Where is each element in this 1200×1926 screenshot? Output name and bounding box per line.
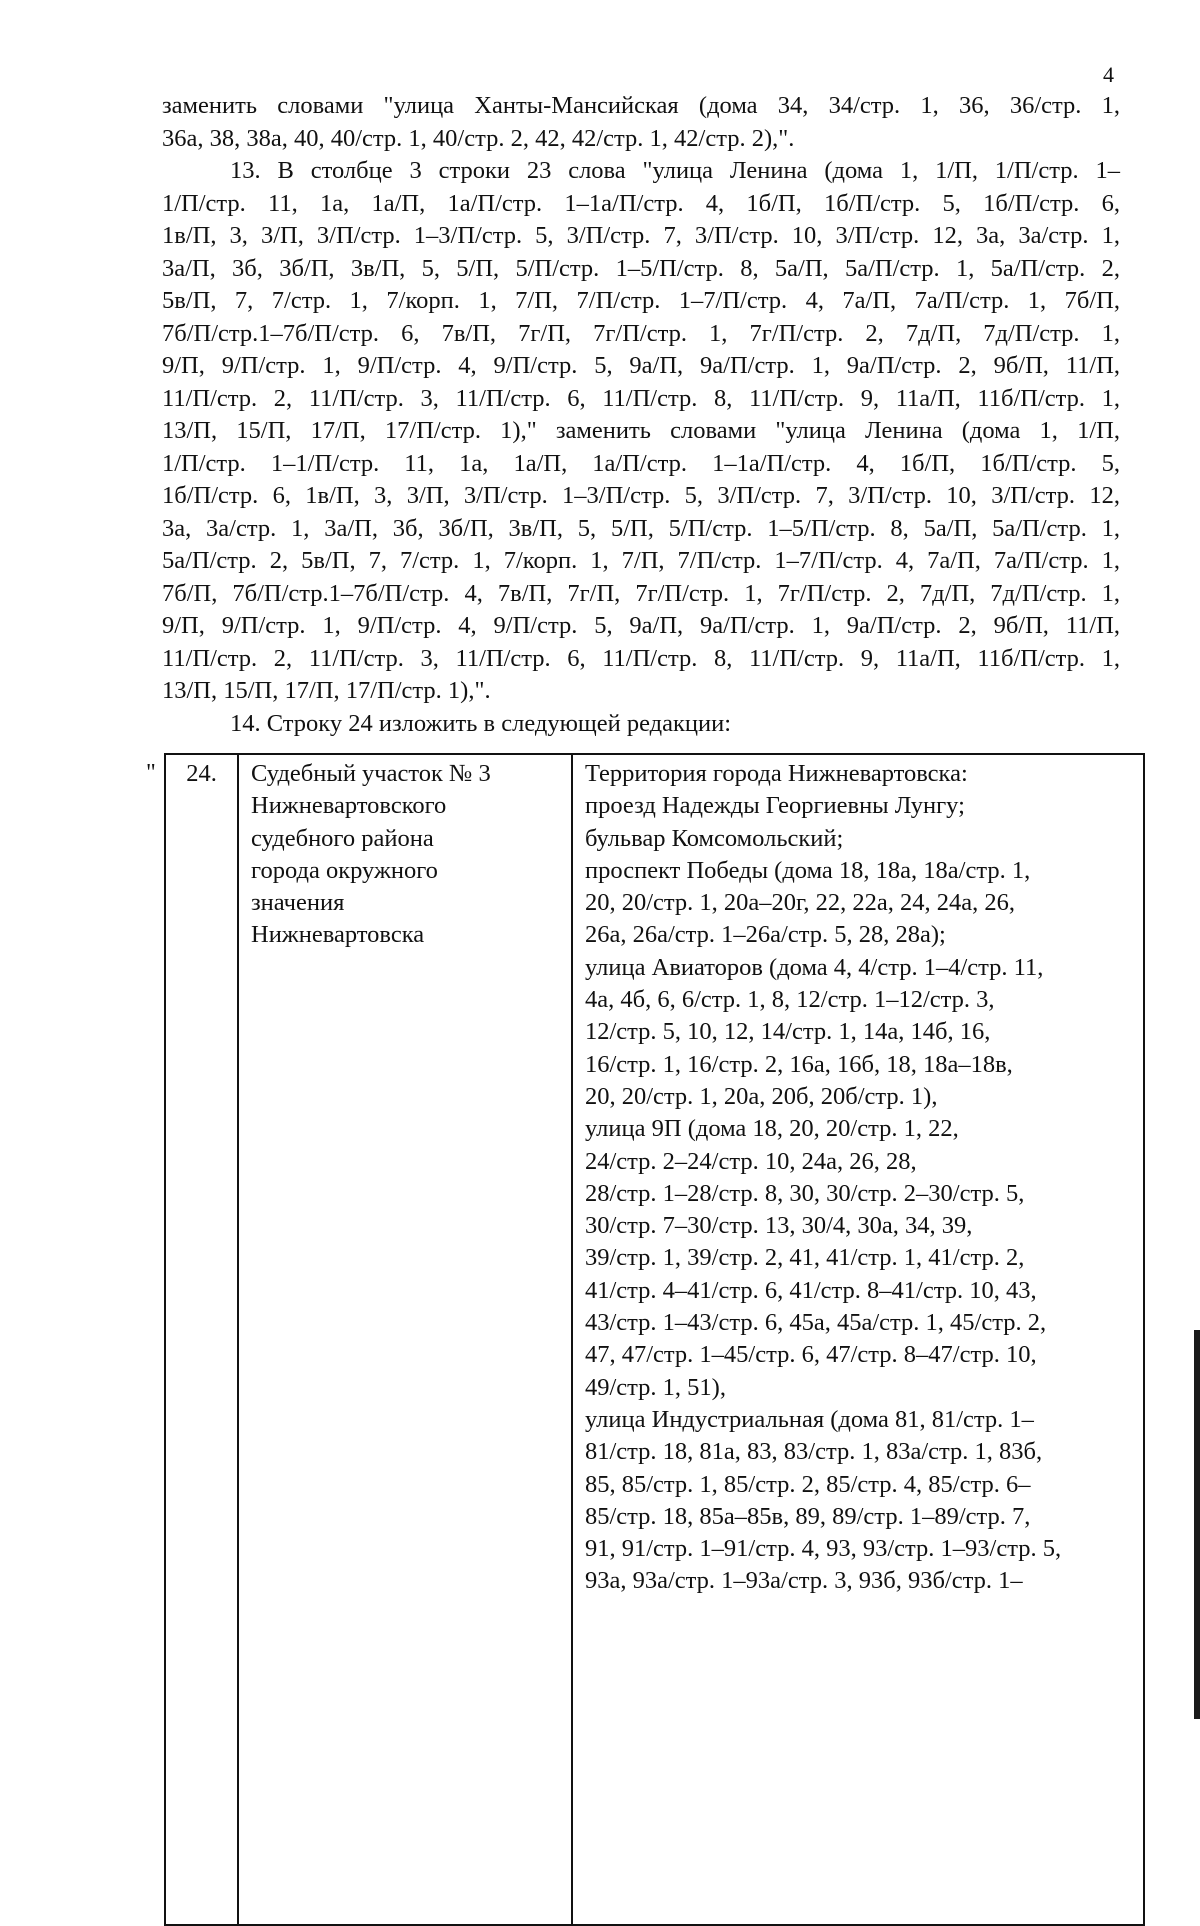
territory-line: 12/стр. 5, 10, 12, 14/стр. 1, 14а, 14б, 16, [585, 1018, 991, 1046]
table-row [165, 754, 1144, 1925]
territory-line: 81/стр. 18, 81а, 83, 83/стр. 1, 83а/стр. 1, 83б, [585, 1438, 1043, 1466]
territory-line: 93а, 93а/стр. 1–93а/стр. 3, 93б, 93б/стр. 1– [585, 1567, 1023, 1595]
row-number-cell [165, 754, 238, 1925]
text-line: 13. В столбце 3 строки 23 слова "улица Ленина (дома 1, 1/П, 1/П/стр. 1– [230, 157, 1120, 184]
territory-line: Территория города Нижневартовска: [585, 760, 968, 787]
territory-line: 85, 85/стр. 1, 85/стр. 2, 85/стр. 4, 85/стр. 6– [585, 1470, 1031, 1498]
territory-line: улица 9П (дома 18, 20, 20/стр. 1, 22, [585, 1115, 959, 1143]
court-district-table [164, 753, 1145, 1926]
text-line: 1б/П/стр. 6, 1в/П, 3, 3/П, 3/П/стр. 1–3/П/стр. 5, 3/П/стр. 7, 3/П/стр. 10, 3/П/стр. 12, [162, 482, 1120, 509]
text-line: 13/П, 15/П, 17/П, 17/П/стр. 1)," заменить словами "улица Ленина (дома 1, 1/П, [162, 417, 1120, 444]
territory-line: 49/стр. 1, 51), [585, 1373, 726, 1401]
territory-line: 39/стр. 1, 39/стр. 2, 41, 41/стр. 1, 41/стр. 2, [585, 1244, 1025, 1272]
court-name-line: значения [251, 889, 345, 917]
territory-line: 43/стр. 1–43/стр. 6, 45а, 45а/стр. 1, 45/стр. 2, [585, 1309, 1047, 1337]
court-name-line: Нижневартовска [251, 921, 425, 949]
territory-line: 85/стр. 18, 85а–85в, 89, 89/стр. 1–89/стр. 7, [585, 1502, 1031, 1530]
territory-line: 30/стр. 7–30/стр. 13, 30/4, 30а, 34, 39, [585, 1212, 973, 1240]
text-line: 1/П/стр. 11, 1а, 1а/П, 1а/П/стр. 1–1а/П/стр. 4, 1б/П, 1б/П/стр. 5, 1б/П/стр. 6, [162, 189, 1120, 217]
territory-line: 16/стр. 1, 16/стр. 2, 16а, 16б, 18, 18а–18в, [585, 1050, 1013, 1078]
territory-line: 26а, 26а/стр. 1–26а/стр. 5, 28, 28а); [585, 921, 946, 949]
territory-line: 24/стр. 2–24/стр. 10, 24а, 26, 28, [585, 1147, 917, 1175]
territory-line: 4а, 4б, 6, 6/стр. 1, 8, 12/стр. 1–12/стр. 3, [585, 986, 995, 1014]
opening-quote: " [146, 760, 156, 786]
text-line: 9/П, 9/П/стр. 1, 9/П/стр. 4, 9/П/стр. 5, 9а/П, 9а/П/стр. 1, 9а/П/стр. 2, 9б/П, 11/П, [162, 352, 1120, 379]
text-line: 3а/П, 3б, 3б/П, 3в/П, 5, 5/П, 5/П/стр. 1–5/П/стр. 8, 5а/П, 5а/П/стр. 1, 5а/П/стр. 2, [162, 254, 1120, 282]
territory-line: улица Авиаторов (дома 4, 4/стр. 1–4/стр. 11, [585, 953, 1044, 981]
amendment-text [162, 90, 1120, 740]
territory-line: 47, 47/стр. 1–45/стр. 6, 47/стр. 8–47/стр. 10, [585, 1341, 1037, 1369]
text-line: 11/П/стр. 2, 11/П/стр. 3, 11/П/стр. 6, 11/П/стр. 8, 11/П/стр. 9, 11а/П, 11б/П/стр. 1, [162, 644, 1120, 672]
territory-list [585, 758, 1143, 1924]
court-name-line: судебного района [251, 824, 434, 852]
scan-edge-shadow [1194, 1330, 1200, 1719]
text-line: 14. Строку 24 изложить в следующей редакции: [230, 709, 732, 737]
territory-line: 20, 20/стр. 1, 20а, 20б, 20б/стр. 1), [585, 1082, 938, 1110]
text-line: 5в/П, 7, 7/стр. 1, 7/корп. 1, 7/П, 7/П/стр. 1–7/П/стр. 4, 7а/П, 7а/П/стр. 1, 7б/П, [162, 287, 1120, 314]
text-line: 5а/П/стр. 2, 5в/П, 7, 7/стр. 1, 7/корп. 1, 7/П, 7/П/стр. 1–7/П/стр. 4, 7а/П, 7а/П/стр. 1, [162, 547, 1120, 574]
text-line: заменить словами "улица Ханты-Мансийская (дома 34, 34/стр. 1, 36, 36/стр. 1, [162, 92, 1120, 119]
text-line: 3а, 3а/стр. 1, 3а/П, 3б, 3б/П, 3в/П, 5, 5/П, 5/П/стр. 1–5/П/стр. 8, 5а/П, 5а/П/стр. 1, [162, 514, 1120, 542]
territory-line: 41/стр. 4–41/стр. 6, 41/стр. 8–41/стр. 10, 43, [585, 1276, 1037, 1304]
territory-line: 28/стр. 1–28/стр. 8, 30, 30/стр. 2–30/стр. 5, [585, 1179, 1025, 1207]
territory-line: 91, 91/стр. 1–91/стр. 4, 93, 93/стр. 1–93/стр. 5, [585, 1535, 1062, 1563]
court-name-cell [238, 754, 572, 1925]
court-name-line: Судебный участок № 3 [251, 760, 491, 787]
text-line: 9/П, 9/П/стр. 1, 9/П/стр. 4, 9/П/стр. 5, 9а/П, 9а/П/стр. 1, 9а/П/стр. 2, 9б/П, 11/П, [162, 612, 1120, 639]
court-name-line: города окружного [251, 856, 438, 884]
text-line: 7б/П/стр.1–7б/П/стр. 6, 7в/П, 7г/П, 7г/П/стр. 1, 7г/П/стр. 2, 7д/П, 7д/П/стр. 1, [162, 319, 1120, 347]
territory-line: проспект Победы (дома 18, 18а, 18а/стр. 1, [585, 856, 1031, 884]
territory-line: улица Индустриальная (дома 81, 81/стр. 1– [585, 1405, 1034, 1433]
text-line: 11/П/стр. 2, 11/П/стр. 3, 11/П/стр. 6, 11/П/стр. 8, 11/П/стр. 9, 11а/П, 11б/П/стр. 1, [162, 384, 1120, 412]
territory-line: бульвар Комсомольский; [585, 824, 844, 852]
court-name-line: Нижневартовского [251, 792, 447, 820]
page-number: 4 [1103, 62, 1114, 87]
text-line: 36а, 38, 38а, 40, 40/стр. 1, 40/стр. 2, 42, 42/стр. 1, 42/стр. 2),". [162, 124, 795, 152]
text-line: 1/П/стр. 1–1/П/стр. 11, 1а, 1а/П, 1а/П/стр. 1–1а/П/стр. 4, 1б/П, 1б/П/стр. 5, [162, 449, 1120, 477]
text-line: 7б/П, 7б/П/стр.1–7б/П/стр. 4, 7в/П, 7г/П, 7г/П/стр. 1, 7г/П/стр. 2, 7д/П, 7д/П/стр. 1, [162, 579, 1120, 607]
territory-line: 20, 20/стр. 1, 20а–20г, 22, 22а, 24, 24а, 26, [585, 889, 1015, 917]
text-line: 13/П, 15/П, 17/П, 17/П/стр. 1),". [162, 677, 491, 704]
text-line: 1в/П, 3, 3/П, 3/П/стр. 1–3/П/стр. 5, 3/П/стр. 7, 3/П/стр. 10, 3/П/стр. 12, 3а, 3а/стр. 1, [162, 222, 1120, 249]
row-number: 24. [186, 760, 217, 787]
territory-line: проезд Надежды Георгиевны Лунгу; [585, 792, 965, 820]
territory-cell [572, 754, 1144, 1925]
